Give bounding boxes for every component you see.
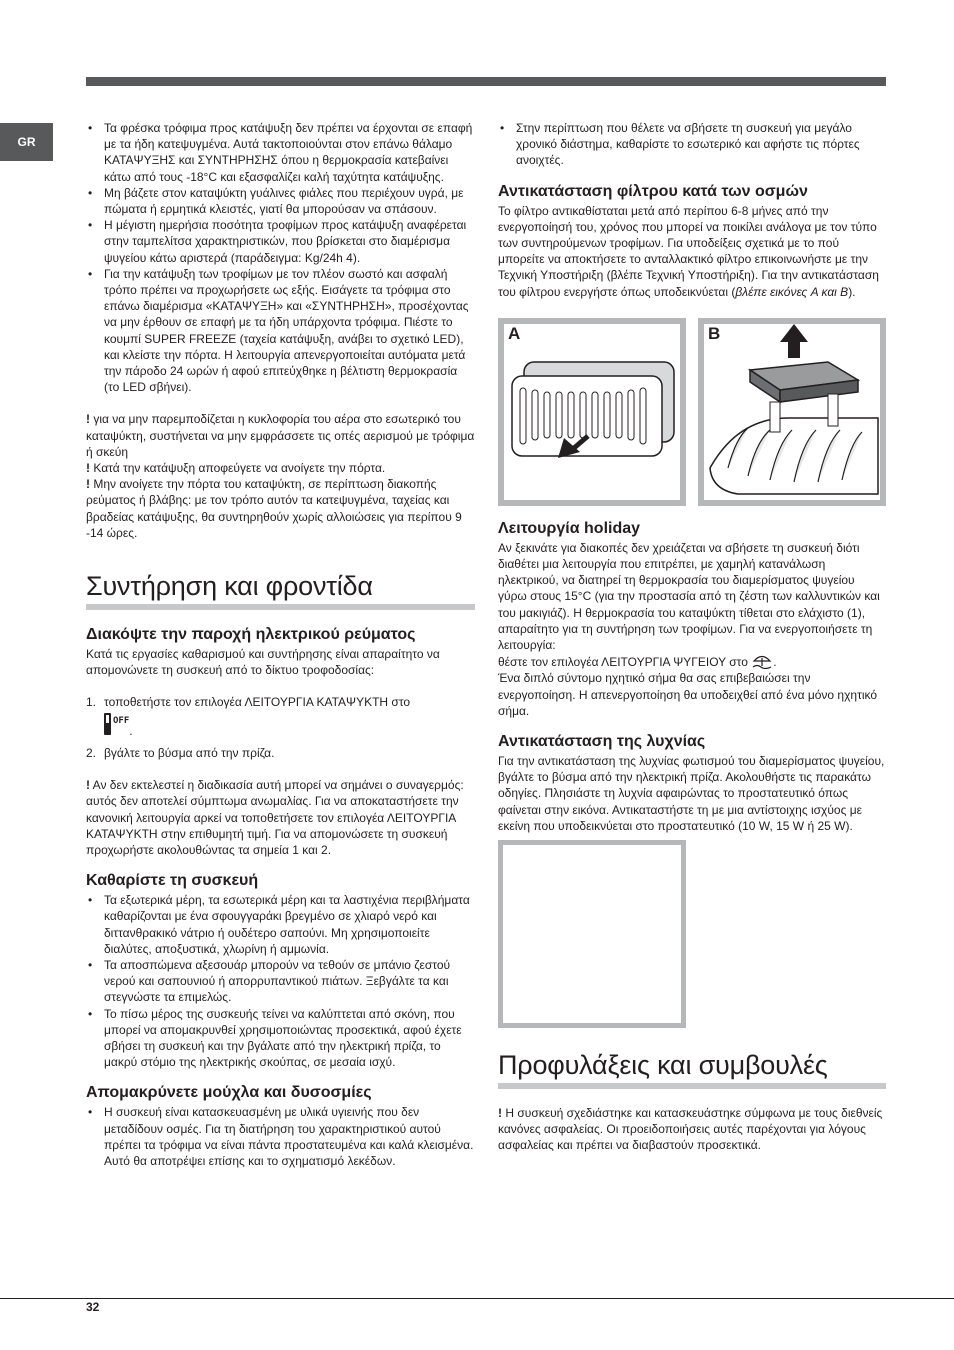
list-item: • Το πίσω μέρος της συσκευής τείνει να καλύπτεται από σκόνη, που μπορεί να απομακρυνθεί χρησιμοποιώντας προσεκτικά, αφού έχετε σβήσει τη συσκευή και την βγάλατε από την ηλεκτρική πρίζα, το μακρύ στόμιο της ηλεκτρικής σκούπας, σε μεσαία ισχύ. <box>86 1006 475 1071</box>
list-item: • Μη βάζετε στον καταψύκτη γυάλινες φιάλες που περιέχουν υγρά, με πώματα ή ερμητικά κλειστές, γιατί θα μπορούσαν να σπάσουν. <box>86 185 475 217</box>
off-switch-icon: OFF <box>104 713 129 735</box>
heading-rule <box>86 604 475 610</box>
warning-door: ! Κατά την κατάψυξη αποφεύγετε να ανοίγετε την πόρτα. <box>86 461 386 476</box>
warning-power-cut: ! Μην ανοίγετε την πόρτα του καταψύκτη, σε περίπτωση διακοπής ρεύματος ή βλάβης: με τον τρόπο αυτόν τα κατεψυγμένα, ταχείας και βραδείας κατάψυξης, θα συντηρηθούν χωρίς αλλοιώσεις για περίπου 9 -14 ώρες. <box>86 477 462 540</box>
holiday-set: θέστε τον επιλογέα ΛΕΙΤΟΥΡΓΙΑ ΨΥΓΕΙΟΥ στο . <box>498 655 777 670</box>
cleaning-heading: Καθαρίστε τη συσκευή <box>86 872 259 890</box>
list-item: • Η συσκευή είναι κατασκευασμένη με υλικά υγιεινής που δεν μεταδίδουν οσμές. Για τη διατήρηση του χαρακτηριστικού αυτού πρέπει τα τρόφιμα να είναι πάντα προστατευμένα και καλά κλεισμένα. Αυτό θα αποτρέψει επίσης και το σχηματισμό λεκέδων. <box>86 1104 475 1169</box>
filter-figures <box>498 318 886 506</box>
list-item: 2. βγάλτε το βύσμα από την πρίζα. <box>86 745 275 760</box>
lamp-heading: Αντικατάσταση της λυχνίας <box>498 733 706 751</box>
long-absence-bullets <box>498 120 886 169</box>
lamp-figure <box>498 840 686 1028</box>
alarm-warning: ! Αν δεν εκτελεστεί η διαδικασία αυτή μπορεί να σημάνει ο συναγερμός: αυτός δεν αποτελεί σύμπτωμα ανωμαλίας. Για να αποκαταστήσετε την κανονική λειτουργία αρκεί να τοποθετήσετε τον επιλογέα ΛΕΙΤΟΥΡΓΙΑ ΚΑΤΑΨΥΚΤΗ στην επιθυμητή τιμή. Για να απομονώσετε τη συσκευή προχωρήστε ακολουθώντας τα σημεία 1 και 2. <box>86 778 464 857</box>
freezing-bullets <box>86 120 475 395</box>
warning-mark: ! <box>86 477 90 492</box>
filter-cover-illustration <box>498 318 686 506</box>
list-item: • Στην περίπτωση που θέλετε να σβήσετε τη συσκευή για μεγάλο χρονικό διάστημα, καθαρίστε το εσωτερικό και αφήστε τις πόρτες ανοιχτές. <box>498 120 886 169</box>
cleaning-bullets <box>86 892 475 1070</box>
filter-text: Το φίλτρο αντικαθίσταται μετά από περίπου 6-8 μήνες από την ενεργοποίησή του, χρόνος που μπορεί να ποικίλει ανάλογα με τον τύπο των συντηρούμενων τροφίμων. Για υποδείξεις σχετικά με το πού μπορείτε να αποκτήσετε το ανταλλακτικό φίλτρο επικοινωνήστε με την Τεχνική Υποστήριξη (βλέπε Τεχνική Υποστήριξη). Για την αντικατάσταση του φίλτρου ενεργήστε όπως υποδεικνύεται (βλέπε εικόνες A και B). <box>498 203 879 299</box>
safety-text: ! Η συσκευή σχεδιάστηκε και κατασκευάστηκε σύμφωνα με τους διεθνείς κανόνες ασφαλείας. Οι προειδοποιήσεις αυτές παρέχονται για λόγους ασφαλείας και πρέπει να διαβαστούν προσεκτικά. <box>498 1106 883 1153</box>
figure-b-label: B <box>708 323 721 343</box>
holiday-text: Αν ξεκινάτε για διακοπές δεν χρειάζεται να σβήσετε τη συσκευή διότι διαθέτει μια λειτουργία που επιτρέπει, με χαμηλή κατανάλωση ηλεκτρικού, να διατηρεί τη θερμοκρασία του διαμερίσματος ψυγείου γύρω στους 15°C (για την προστασία από τη ζέστη των καλλυντικών και του μακιγιάζ). Η θερμοκρασία του καταψύκτη τίθεται στο ελάχιστο (1), απαραίτητο για τη συντήρηση των τροφίμων. Για να ενεργοποιήσετε τη λειτουργία: <box>498 540 880 653</box>
list-item: 1. τοποθετήστε τον επιλογέα ΛΕΙΤΟΥΡΓΙΑ ΚΑΤΑΨΥΚΤΗ στο OFF . <box>86 695 411 738</box>
power-off-text: Κατά τις εργασίες καθαρισμού και συντήρησης είναι απαραίτητο να απομονώνετε τη συσκευή από το δίκτυο τροφοδοσίας: <box>86 647 440 678</box>
holiday-beep-text: Ένα διπλό σύντομο ηχητικό σήμα θα σας επιβεβαιώσει την ενεργοποίηση. Η απενεργοποίηση θα υποδειχθεί από ένα μόνο ηχητικό σήμα. <box>498 671 878 718</box>
bottom-rule <box>0 1298 954 1299</box>
lamp-text: Για την αντικατάσταση της λυχνίας φωτισμού του διαμερίσματος ψυγείου, βγάλτε το βύσμα από την ηλεκτρική πρίζα. Ακολουθήστε τις παρακάτω οδηγίες. Πλησιάστε τη λυχνία αφαιρώντας το προστατευτικό όπως φαίνεται στην εικόνα. Αντικαταστήστε τη με μια αντίστοιχης ισχύος με εκείνη που υποδεικνύεται στο προστατευτικό (10 W, 15 W ή 25 W). <box>498 754 885 833</box>
figure-a <box>498 318 686 506</box>
right-column <box>498 120 886 1154</box>
filter-heading: Αντικατάσταση φίλτρου κατά των οσμών <box>498 182 808 200</box>
heading-rule <box>498 1083 886 1089</box>
warning-mark: ! <box>86 412 90 427</box>
safety-heading: Προφυλάξεις και συμβουλές <box>498 1050 828 1081</box>
list-item: • Για την κατάψυξη των τροφίμων με τον πλέον σωστό και ασφαλή τρόπο πρέπει να προχωρήσετε ως εξής. Εισάγετε τα τρόφιμα στο επάνω διαμέρισμα «ΚΑΤΑΨΥΞΗ» και «ΣΥΝΤΗΡΗΣΗ», προσέχοντας να μην έρθουν σε επαφή με τα ήδη υπάρχοντα τρόφιμα. Πιέστε το κουμπί SUPER FREEZE (ταχεία κατάψυξη, ανάβει το σχετικό LED), και κλείστε την πόρτα. Η λειτουργία απενεργοποιείται αυτόματα μετά την πάροδο 24 ωρών ή αφού επιτεύχθηκε η βέλτιστη θερμοκρασία (το LED σβήνει). <box>86 266 475 396</box>
page-number: 32 <box>86 1300 100 1314</box>
arrow-up-icon <box>780 324 808 358</box>
maintenance-heading: Συντήρηση και φροντίδα <box>86 571 373 602</box>
figure-a-label: A <box>508 323 521 343</box>
top-bar <box>86 77 886 86</box>
left-column <box>86 120 475 1169</box>
mould-heading: Απομακρύνετε μούχλα και δυσοσμίες <box>86 1084 372 1102</box>
language-tab: GR <box>0 123 53 161</box>
warning-mark: ! <box>86 778 90 793</box>
list-item: • Τα φρέσκα τρόφιμα προς κατάψυξη δεν πρέπει να έρχονται σε επαφή με τα ήδη κατεψυγμένα. Αυτά τακτοποιούνται στον επάνω θάλαμο ΚΑΤΑΨΥΞΗΣ και ΣΥΝΤΗΡΗΣΗΣ όπου η θερμοκρασία κατεβαίνει κάτω από τους -18°C και εξασφαλίζει καλή ταχύτητα κατάψυξης. <box>86 120 475 185</box>
list-item: • Τα εξωτερικά μέρη, τα εσωτερικά μέρη και τα λαστιχένια περιβλήματα καθαρίζονται με ένα σφουγγαράκι βρεγμένο σε χλιαρό νερό και διττανθρακικό νάτριο ή ουδέτερο σαπούνι. Μη χρησιμοποιείτε διαλύτες, αποξυστικά, χλωρίνη ή αμμωνία. <box>86 892 475 957</box>
filter-insert-illustration <box>698 318 886 506</box>
list-item: • Τα αποσπώμενα αξεσουάρ μπορούν να τεθούν σε μπάνιο ζεστού νερού και σαπουνιού ή απορρυπαντικού πιάτων. Ξεβγάλτε τα και στεγνώστε τα επιμελώς. <box>86 957 475 1006</box>
warning-mark: ! <box>86 461 90 476</box>
figure-b <box>698 318 886 506</box>
mould-bullets <box>86 1104 475 1169</box>
power-off-steps <box>86 694 475 761</box>
warning-mark: ! <box>498 1106 502 1121</box>
power-off-heading: Διακόψτε την παροχή ηλεκτρικού ρεύματος <box>86 626 416 644</box>
warning-airflow: ! για να μην παρεμποδίζεται η κυκλοφορία του αέρα στο εσωτερικό του καταψύκτη, συστήνεται να μην εμφράσσετε τις οπές αερισμού με τρόφιμα ή σκεύη <box>86 412 475 459</box>
holiday-umbrella-icon <box>751 653 773 669</box>
list-item: • Η μέγιστη ημερήσια ποσότητα τροφίμων προς κατάψυξη αναφέρεται στην ταμπελίτσα χαρακτηριστικών, που βρίσκεται στο διαμέρισμα ψυγείου κάτω αριστερά (παράδειγμα: Kg/24h 4). <box>86 217 475 266</box>
holiday-heading: Λειτουργία holiday <box>498 519 641 537</box>
